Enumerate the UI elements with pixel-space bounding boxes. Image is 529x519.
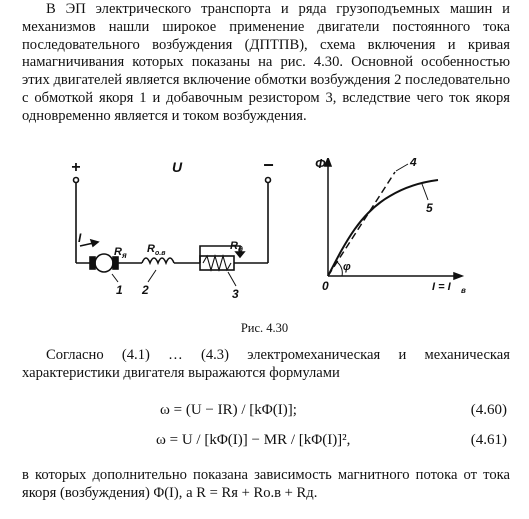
field-label: R bbox=[147, 243, 155, 255]
x-axis-arrow bbox=[454, 273, 462, 279]
figure-caption: Рис. 4.30 bbox=[240, 321, 289, 335]
brush-left bbox=[90, 257, 95, 269]
origin-label: 0 bbox=[322, 279, 329, 293]
resistor-sub: д bbox=[238, 245, 243, 254]
minus-terminal bbox=[266, 178, 271, 183]
tangent-line-4 bbox=[328, 172, 395, 276]
paragraph-characteristics: Согласно (4.1) … (4.3) электромеханическая и механическая характеристики двигателя выражаются формулами bbox=[22, 347, 510, 381]
paragraph-flux bbox=[22, 467, 510, 503]
equation-4-60 bbox=[0, 402, 529, 426]
resistor-label: R bbox=[230, 240, 238, 252]
equation-4-60-formula: ω = (U − IR) / [kΦ(I)]; bbox=[160, 402, 297, 418]
plus-terminal bbox=[74, 178, 79, 183]
minus-label: − bbox=[263, 158, 274, 175]
current-arrow-head bbox=[91, 240, 98, 246]
paragraph-flux-text: в которых дополнительно показана зависимость магнитного потока от тока якоря (возбуждения) Φ(I), а bbox=[22, 467, 510, 501]
armature-sub: я bbox=[122, 251, 127, 260]
curve-5-label: 5 bbox=[426, 201, 433, 215]
voltage-label: U bbox=[172, 159, 183, 175]
number-2: 2 bbox=[142, 283, 149, 297]
angle-arc bbox=[337, 262, 342, 276]
number-1: 1 bbox=[116, 283, 123, 297]
current-label: I bbox=[78, 231, 82, 245]
number-3: 3 bbox=[232, 287, 239, 301]
x-axis-sub: в bbox=[461, 286, 466, 295]
curve-4-label: 4 bbox=[410, 158, 417, 169]
brush-right bbox=[113, 257, 118, 269]
resistance-formula: R = Rя + Rо.в + Rд. bbox=[196, 484, 318, 501]
circuit-diagram bbox=[74, 178, 271, 287]
y-axis-arrow bbox=[325, 158, 331, 166]
equation-4-61-formula: ω = U / [kΦ(I)] − MR / [kΦ(I)]², bbox=[156, 432, 351, 448]
armature-circle bbox=[95, 254, 113, 272]
resistor-zigzag bbox=[203, 256, 231, 270]
figure-4-30 bbox=[60, 158, 480, 318]
x-axis-label: I = I bbox=[432, 281, 451, 293]
equation-4-61-number: (4.61) bbox=[470, 432, 507, 448]
y-axis-label: Φ bbox=[315, 158, 326, 171]
field-coil bbox=[142, 258, 174, 263]
field-sub: о.в bbox=[155, 250, 166, 257]
circuit-labels bbox=[71, 158, 274, 301]
equation-4-61 bbox=[0, 432, 529, 456]
angle-label: φ bbox=[343, 261, 351, 273]
paragraph-intro: В ЭП электрического транспорта и ряда грузоподъемных машин и механизмов нашли широкое применение двигатели постоянного тока последовательного возбуждения (ДПТПВ), схема включения и кривая намагничивания которых показаны на рис. 4.30. Основной особенностью этих двигателей является включение обмотки возбуждения 2 последовательно с обмоткой якоря 1 и добавочным резистором 3, вследствие чего ток якоря одновременно является и током возбуждения. bbox=[22, 1, 510, 124]
equation-4-60-number: (4.60) bbox=[470, 402, 507, 418]
armature-label: R bbox=[114, 246, 122, 258]
plus-label: + bbox=[71, 159, 81, 176]
